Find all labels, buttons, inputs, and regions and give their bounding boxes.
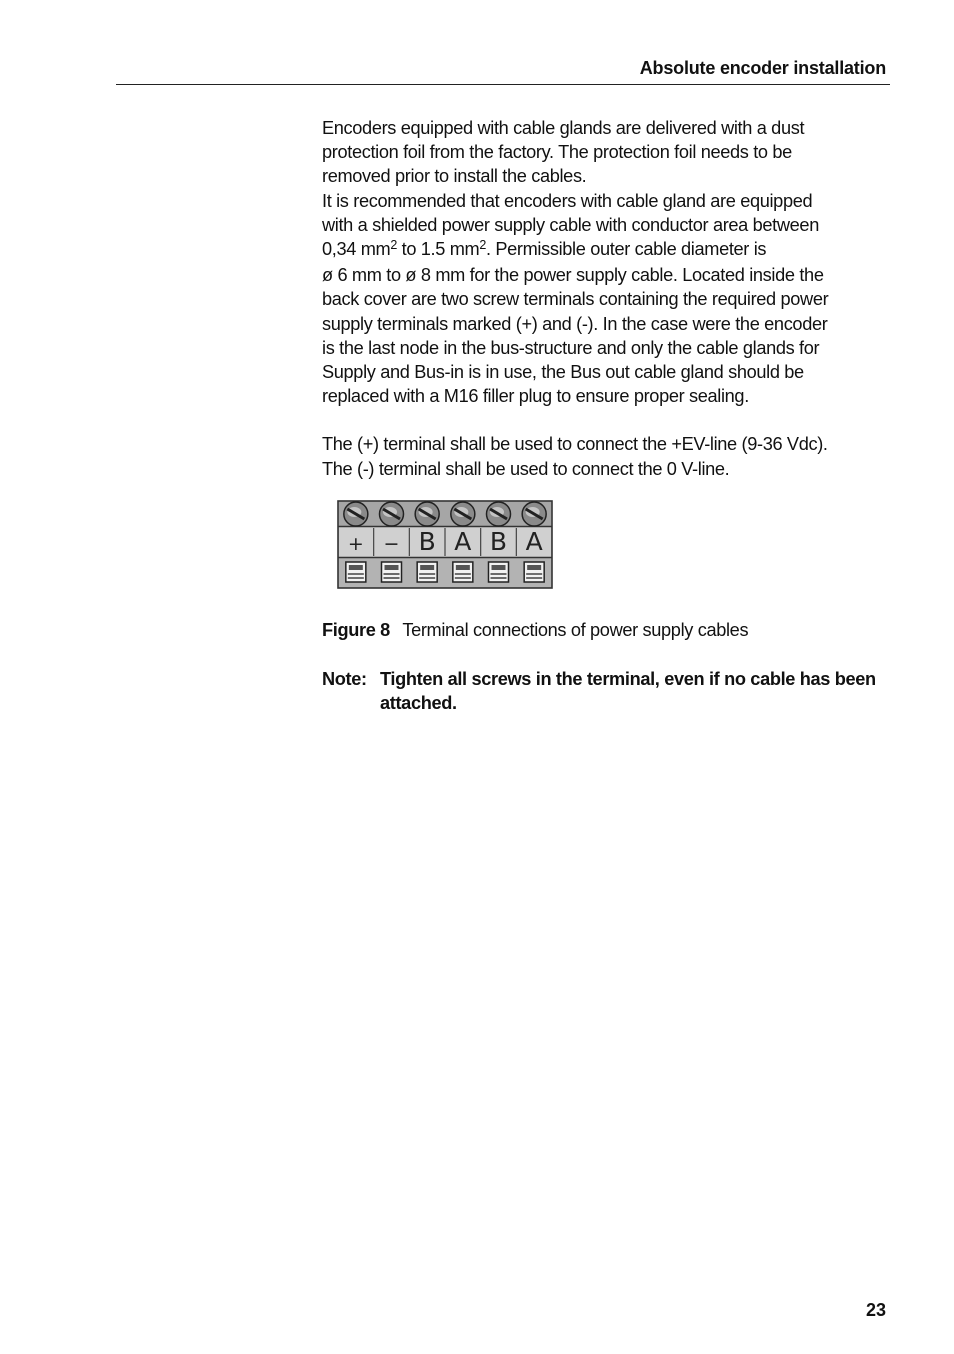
paragraph-terminal-usage [322, 432, 892, 480]
terminal-label: + [347, 533, 364, 555]
note-text: Tighten all screws in the terminal, even if no cable has been attached. [380, 669, 876, 714]
text-line: supply terminals marked (+) and (-). In the case were the encoder [322, 313, 828, 334]
text-line: ø 6 mm to ø 8 mm for the power supply cable. Located inside the [322, 265, 824, 286]
terminal-label: A [525, 527, 543, 556]
header-rule [116, 84, 890, 85]
superscript: 2 [390, 238, 397, 253]
terminal-label: B [489, 527, 508, 556]
superscript: 2 [479, 238, 486, 253]
clamp-slot [492, 565, 506, 570]
clamp-slot [527, 565, 541, 570]
note-label: Note: [322, 669, 367, 689]
paragraph-dust-foil [322, 116, 892, 189]
text-line: removed prior to install the cables. [322, 166, 587, 187]
running-header: Absolute encoder installation [639, 58, 886, 78]
terminal-block-drawing [337, 500, 553, 589]
clamp-slot [456, 565, 470, 570]
figure-caption [322, 618, 892, 642]
text-line: with a shielded power supply cable with conductor area between [322, 214, 819, 235]
figure-caption-text: Terminal connections of power supply cables [402, 620, 749, 640]
text-segment: 0,34 mm [322, 239, 391, 260]
figure-number: Figure 8 [322, 620, 390, 640]
note-block [322, 667, 892, 715]
clamp-slot [420, 565, 434, 570]
terminal-label: B [418, 527, 436, 556]
body-text [322, 116, 892, 481]
text-segment: . Permissible outer cable diameter is [485, 239, 767, 260]
text-line: protection foil from the factory. The protection foil needs to be [322, 142, 792, 163]
text-line: replaced with a M16 filler plug to ensure proper sealing. [322, 386, 749, 407]
terminal-label: − [383, 533, 400, 555]
screw-strip [339, 502, 551, 526]
terminal-block-figure [337, 500, 553, 589]
clamp-slot [349, 565, 363, 570]
text-line: Supply and Bus-in is in use, the Bus out cable gland should be [322, 362, 804, 383]
terminal-label: A [454, 527, 472, 556]
text-line [322, 237, 892, 263]
paragraph-cable-spec [322, 189, 892, 409]
text-line: It is recommended that encoders with cable gland are equipped [322, 190, 813, 211]
text-line: Encoders equipped with cable glands are delivered with a dust [322, 118, 805, 138]
text-segment: to 1.5 mm [396, 239, 480, 260]
clamp-slot [385, 565, 399, 570]
text-line: is the last node in the bus-structure and only the cable glands for [322, 337, 820, 358]
text-line: The (+) terminal shall be used to connect the +EV-line (9-36 Vdc). [322, 434, 828, 455]
text-line: back cover are two screw terminals containing the required power [322, 289, 829, 310]
page-number: 23 [865, 1300, 886, 1320]
text-line: The (-) terminal shall be used to connect the 0 V-line. [322, 458, 730, 479]
